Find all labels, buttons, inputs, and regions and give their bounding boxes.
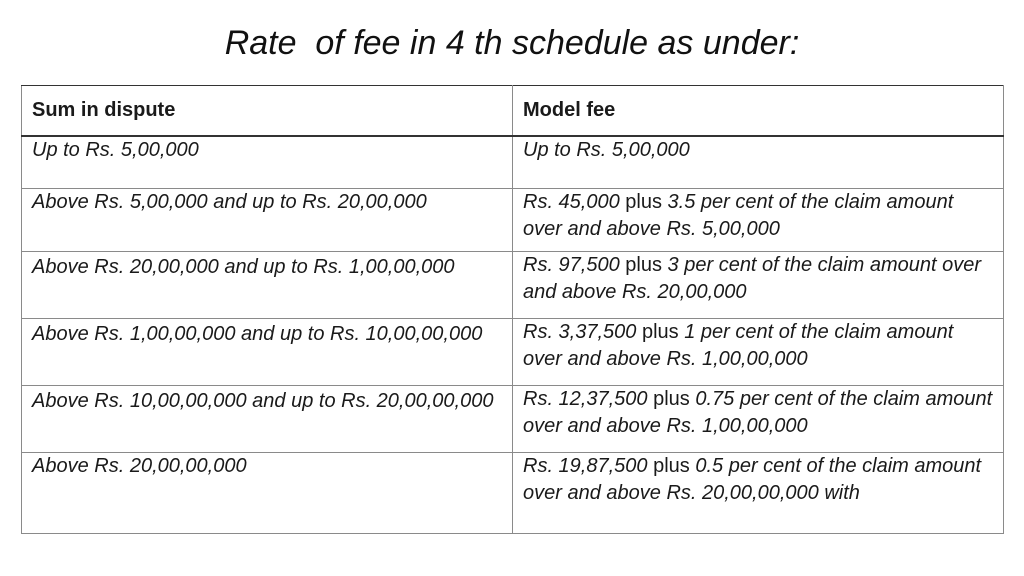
fee-cell (513, 319, 1004, 386)
fee-cell (513, 252, 1004, 319)
table-row (22, 189, 1004, 252)
fee-plus-word: plus (647, 455, 696, 477)
table-row (22, 252, 1004, 319)
table-row (22, 319, 1004, 386)
sum-cell: Above Rs. 1,00,00,000 and up to Rs. 10,00,00,000 (22, 319, 513, 386)
table-row (22, 386, 1004, 453)
fee-rest: 0.5 per cent of the claim amount over and above Rs. 20,00,00,000 with (523, 455, 982, 504)
sum-cell: Up to Rs. 5,00,000 (22, 136, 513, 189)
table-row (22, 453, 1004, 534)
fee-base: Rs. 45,000 (523, 191, 620, 213)
fee-cell (513, 189, 1004, 252)
sum-cell: Above Rs. 20,00,000 and up to Rs. 1,00,00,000 (22, 252, 513, 319)
table-row (22, 136, 1004, 189)
sum-cell: Above Rs. 10,00,00,000 and up to Rs. 20,00,00,000 (22, 386, 513, 453)
fee-base: Rs. 12,37,500 (523, 388, 648, 410)
header-sum-in-dispute: Sum in dispute (22, 86, 513, 137)
fee-rest: 3 per cent of the claim amount over and above Rs. 20,00,000 (523, 254, 982, 303)
header-model-fee: Model fee (513, 86, 1004, 137)
fee-plus-word: plus (636, 321, 685, 343)
fee-base: Up to Rs. 5,00,000 (523, 139, 690, 161)
slide-title: Rate of fee in 4 th schedule as under: (224, 24, 800, 62)
fee-rest: 3.5 per cent of the claim amount over and above Rs. 5,00,000 (523, 191, 954, 240)
fee-base: Rs. 97,500 (523, 254, 620, 276)
fee-rest: 1 per cent of the claim amount over and above Rs. 1,00,00,000 (523, 321, 954, 370)
fee-plus-word: plus (647, 388, 696, 410)
fee-base: Rs. 19,87,500 (523, 455, 648, 477)
fee-cell (513, 453, 1004, 534)
fee-plus-word: plus (619, 191, 668, 213)
fee-base: Rs. 3,37,500 (523, 321, 637, 343)
fee-plus-word: plus (619, 254, 668, 276)
sum-cell: Above Rs. 20,00,00,000 (22, 453, 513, 534)
sum-cell: Above Rs. 5,00,000 and up to Rs. 20,00,000 (22, 189, 513, 252)
table-header-row (22, 86, 1004, 137)
fee-cell (513, 136, 1004, 189)
fee-schedule-table (21, 85, 1004, 534)
fee-rest: 0.75 per cent of the claim amount over and above Rs. 1,00,00,000 (523, 388, 993, 437)
fee-cell (513, 386, 1004, 453)
